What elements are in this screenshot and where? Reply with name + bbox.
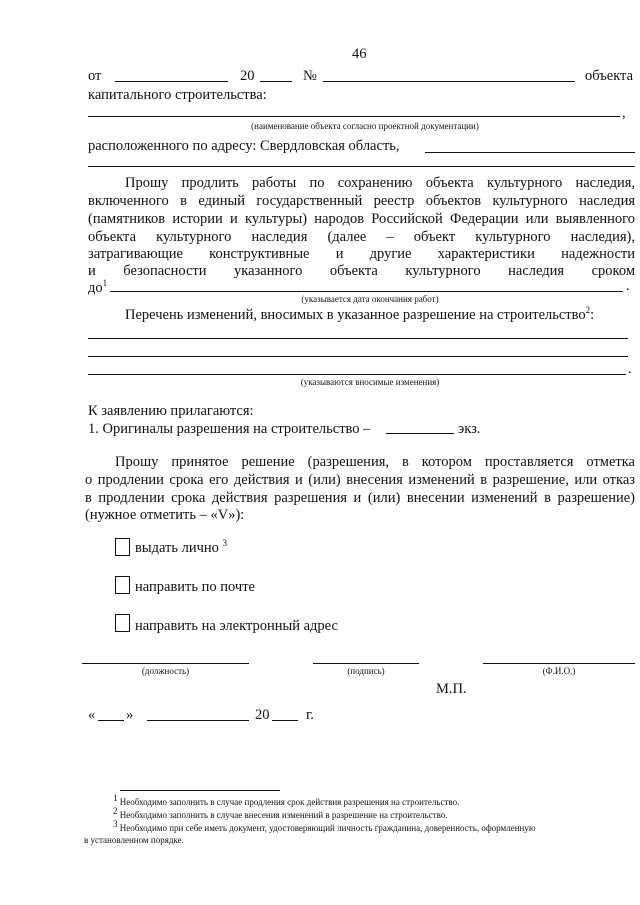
footnote-1-mark: 1: [113, 793, 118, 803]
date-close-quote: »: [126, 707, 134, 723]
footnote-mark-1: 1: [102, 278, 108, 289]
changes-text: Перечень изменений, вносимых в указанное разрешение на строительство: [125, 307, 586, 323]
request-line-1: Прошу продлить работы по сохранению объекта культурного наследия,: [125, 175, 635, 191]
date-year-blank: [272, 720, 298, 721]
date-year-prefix: 20: [255, 707, 270, 723]
object-name-blank: [88, 116, 620, 117]
address-label: расположенного по адресу: Свердловская область,: [88, 138, 400, 154]
changes-dot: .: [628, 361, 632, 377]
decision-line-4: (нужное отметить – «V»):: [85, 507, 245, 523]
footnote-2-text: Необходимо заполнить в случае внесения изменений в разрешение на строительство.: [119, 810, 448, 820]
end-date-blank: [110, 291, 623, 292]
option-by-mail-checkbox[interactable]: [115, 576, 130, 594]
full-name-blank: [483, 663, 635, 664]
day-blank: [98, 720, 124, 721]
object-name-comma: ,: [622, 105, 626, 121]
end-date-dot: .: [626, 278, 630, 294]
changes-blank-3: [88, 374, 626, 375]
caption-object-name: (наименование объекта согласно проектной документации): [251, 121, 479, 131]
footnote-3-continued: в установленном порядке.: [84, 835, 184, 845]
date-year-suffix: г.: [306, 707, 314, 723]
year-blank: [260, 81, 292, 82]
until-text: до: [88, 280, 103, 296]
decision-line-3: в продлении срока действия разрешения и (или) внесении изменений в разрешение): [85, 490, 635, 506]
copies-blank: [386, 433, 454, 434]
object-word: объекта: [585, 68, 634, 84]
year-prefix: 20: [240, 68, 255, 84]
option-email-label: направить на электронный адрес: [135, 618, 338, 634]
footnote-2: [113, 806, 448, 821]
request-line-2: включенного в единый государственный реестр объектов культурного наследия: [88, 193, 635, 209]
date-open-quote: «: [88, 707, 96, 723]
address-blank-1: [425, 152, 635, 153]
caption-signature: (подпись): [347, 666, 385, 676]
from-label: от: [88, 68, 102, 84]
footnote-1-text: Необходимо заполнить в случае продления срок действия разрешения на строительство.: [119, 797, 460, 807]
caption-full-name: (Ф.И.О.): [542, 666, 576, 676]
changes-blank-2: [88, 356, 628, 357]
option-in-person-text: выдать лично: [135, 540, 219, 556]
footnote-1: [113, 793, 460, 808]
footnote-mark-2: 2: [585, 305, 591, 316]
option-in-person-checkbox[interactable]: [115, 538, 130, 556]
number-blank: [323, 81, 575, 82]
caption-end-date: (указывается дата окончания работ): [301, 294, 439, 304]
address-blank-2: [88, 166, 635, 167]
option-email-checkbox[interactable]: [115, 614, 130, 632]
signature-blank: [313, 663, 419, 664]
option-in-person-label: [135, 539, 227, 557]
footnote-mark-3: 3: [222, 538, 228, 549]
option-by-mail-label: направить по почте: [135, 579, 255, 595]
changes-blank-1: [88, 338, 628, 339]
caption-changes: (указываются вносимые изменения): [300, 377, 440, 387]
caption-position: (должность): [141, 666, 190, 676]
footnote-separator: [120, 790, 280, 791]
footnote-2-mark: 2: [113, 806, 118, 816]
request-line-3: (памятников истории и культуры) народов Российской Федерации или выявленного: [88, 211, 635, 227]
date-blank: [115, 81, 228, 82]
footnote-3-text: Необходимо при себе иметь документ, удостоверяющий личность гражданина, доверенность, оформленную: [119, 823, 536, 833]
changes-label: [125, 306, 594, 324]
month-blank: [147, 720, 249, 721]
page-number: 46: [352, 46, 367, 62]
footnote-3-mark: 3: [113, 819, 118, 829]
decision-line-1: Прошу принятое решение (разрешения, в котором проставляется отметка: [115, 454, 635, 470]
position-blank: [82, 663, 249, 664]
stamp-label: М.П.: [436, 681, 467, 697]
number-label: №: [303, 68, 317, 84]
footnote-3: [113, 819, 536, 834]
capital-construction-label: капитального строительства:: [88, 87, 267, 103]
request-line-6: и безопасности указанного объекта культурного наследия сроком: [88, 263, 635, 279]
attachments-heading: К заявлению прилагаются:: [88, 403, 254, 419]
request-line-5: затрагивающие конструктивные и другие характеристики надежности: [88, 246, 635, 262]
changes-colon: :: [590, 307, 595, 323]
copies-unit: экз.: [458, 421, 481, 437]
decision-line-2: о продлении срока его действия и (или) внесения изменений в разрешение, или отказ: [85, 472, 635, 488]
request-line-4: объекта культурного наследия (далее – объект культурного наследия),: [88, 229, 635, 245]
until-label: [88, 279, 107, 297]
attachment-item-1: 1. Оригиналы разрешения на строительство –: [88, 421, 371, 437]
